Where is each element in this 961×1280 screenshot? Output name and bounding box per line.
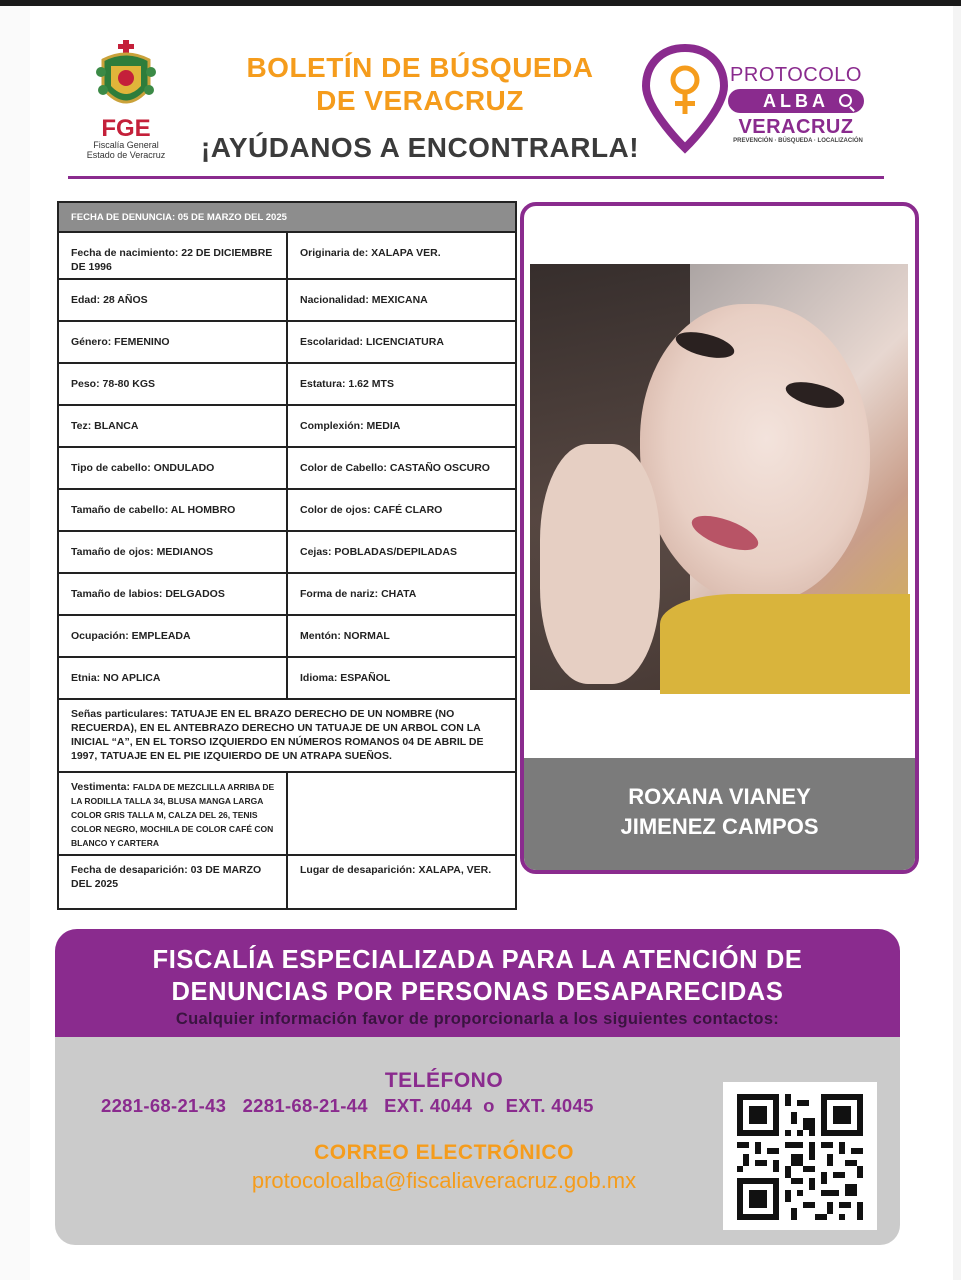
female-location-pin-icon (640, 44, 730, 154)
table-cell: Peso: 78-80 KGS (58, 363, 287, 405)
distinguishing-marks-row (58, 699, 516, 772)
alba-pill (728, 89, 864, 113)
table-row (58, 573, 516, 615)
table-cell: Ocupación: EMPLEADA (58, 615, 287, 657)
bulletin-title-line1: BOLETÍN DE BÚSQUEDA (246, 52, 594, 83)
agency-banner (55, 929, 900, 1037)
protocol-tagline: PREVENCIÓN · BÚSQUEDA · LOCALIZACIÓN (733, 138, 863, 144)
table-row (58, 615, 516, 657)
table-row (58, 657, 516, 699)
top-border (0, 0, 961, 6)
clothing-cell (58, 772, 287, 855)
person-last-names: JIMENEZ CAMPOS (620, 814, 819, 839)
bulletin-title-line2: DE VERACRUZ (316, 85, 524, 116)
qr-code-icon (737, 1094, 863, 1220)
table-row (58, 531, 516, 573)
table-cell: Cejas: POBLADAS/DEPILADAS (287, 531, 516, 573)
phone-numbers[interactable]: 2281-68-21-43 2281-68-21-44 EXT. 4044 o EXT. 4045 (101, 1095, 594, 1116)
left-margin (0, 6, 30, 1280)
person-details-table (57, 201, 517, 910)
magnifier-icon (839, 94, 852, 107)
qr-code[interactable] (723, 1082, 877, 1230)
right-margin (953, 6, 961, 1280)
table-row (58, 489, 516, 531)
table-cell: Fecha de nacimiento: 22 DE DICIEMBRE DE 1996 (58, 232, 287, 279)
disappearance-date: Fecha de desaparición: 03 DE MARZO DEL 2025 (58, 855, 287, 909)
fge-name-line1: Fiscalía General (93, 140, 159, 150)
clothing-value: FALDA DE MEZCLILLA ARRIBA DE LA RODILLA TALLA 34, BLUSA MANGA LARGA COLOR GRIS TALLA M, CALZA DEL 26, TENIS COLOR NEGRO, MOCHILA DE COLOR CAFÉ CON BLANCO Y CARTERA (71, 782, 275, 848)
table-cell: Color de ojos: CAFÉ CLARO (287, 489, 516, 531)
table-row (58, 279, 516, 321)
contact-panel (55, 1037, 900, 1245)
agency-name-line1: FISCALÍA ESPECIALIZADA PARA LA ATENCIÓN DE (152, 946, 803, 974)
phone-title: TELÉFONO (384, 1069, 504, 1092)
agency-name-line2: DENUNCIAS POR PERSONAS DESAPARECIDAS (171, 978, 784, 1006)
email-title: CORREO ELECTRÓNICO (314, 1141, 574, 1164)
fge-abbreviation: FGE (101, 115, 151, 142)
email-address[interactable]: protocoloalba@fiscaliaveracruz.gob.mx (251, 1168, 637, 1193)
veracruz-word: VERACRUZ (738, 116, 854, 138)
table-row (58, 447, 516, 489)
missing-person-photo (530, 264, 908, 690)
table-cell: Color de Cabello: CASTAÑO OSCURO (287, 447, 516, 489)
clothing-label: Vestimenta: (71, 781, 130, 793)
table-cell: Escolaridad: LICENCIATURA (287, 321, 516, 363)
table-cell: Complexión: MEDIA (287, 405, 516, 447)
agency-subtitle: Cualquier información favor de proporcionarla a los siguientes contactos: (175, 1010, 780, 1028)
table-cell: Género: FEMENINO (58, 321, 287, 363)
table-cell: Tamaño de ojos: MEDIANOS (58, 531, 287, 573)
table-row (58, 363, 516, 405)
fge-logo (76, 40, 176, 170)
table-cell: Tipo de cabello: ONDULADO (58, 447, 287, 489)
table-row (58, 405, 516, 447)
protocol-word: PROTOCOLO (730, 64, 862, 86)
table-cell: Estatura: 1.62 MTS (287, 363, 516, 405)
alba-word: ALBA (763, 91, 829, 111)
table-cell: Forma de nariz: CHATA (287, 573, 516, 615)
report-date: FECHA DE DENUNCIA: 05 DE MARZO DEL 2025 (58, 202, 516, 232)
table-cell: Etnia: NO APLICA (58, 657, 287, 699)
disappearance-place: Lugar de desaparición: XALAPA, VER. (287, 855, 516, 909)
clothing-row (58, 772, 516, 855)
photo-card (520, 202, 919, 874)
empty-cell (287, 772, 516, 855)
fge-name-line2: Estado de Veracruz (86, 150, 166, 160)
disappearance-row (58, 855, 516, 909)
table-cell: Originaria de: XALAPA VER. (287, 232, 516, 279)
table-row (58, 232, 516, 279)
protocolo-alba-logo (640, 44, 880, 154)
table-cell: Tamaño de cabello: AL HOMBRO (58, 489, 287, 531)
table-cell: Edad: 28 AÑOS (58, 279, 287, 321)
table-row (58, 321, 516, 363)
header-divider (68, 176, 884, 179)
table-cell: Nacionalidad: MEXICANA (287, 279, 516, 321)
report-date-row (58, 202, 516, 232)
table-cell: Idioma: ESPAÑOL (287, 657, 516, 699)
distinguishing-marks: Señas particulares: TATUAJE EN EL BRAZO DERECHO DE UN NOMBRE (NO RECUERDA), EN EL ANTEBRAZO DERECHO UN TATUAJE DE UN ARBOL CON LA INICIAL “A”, EN EL TORSO IZQUIERDO EN NÚMEROS ROMANOS 04 DE ABRIL DE 1997, TATUAJE EN EL PIE IZQUIERDO DE UN ATRAPA SUEÑOS. (58, 699, 516, 772)
table-cell: Tamaño de labios: DELGADOS (58, 573, 287, 615)
headline: ¡AYÚDANOS A ENCONTRARLA! (200, 132, 640, 163)
table-cell: Mentón: NORMAL (287, 615, 516, 657)
person-name-box (524, 758, 915, 870)
veracruz-coat-of-arms-icon (91, 40, 161, 116)
person-first-names: ROXANA VIANEY (628, 784, 811, 809)
table-cell: Tez: BLANCA (58, 405, 287, 447)
